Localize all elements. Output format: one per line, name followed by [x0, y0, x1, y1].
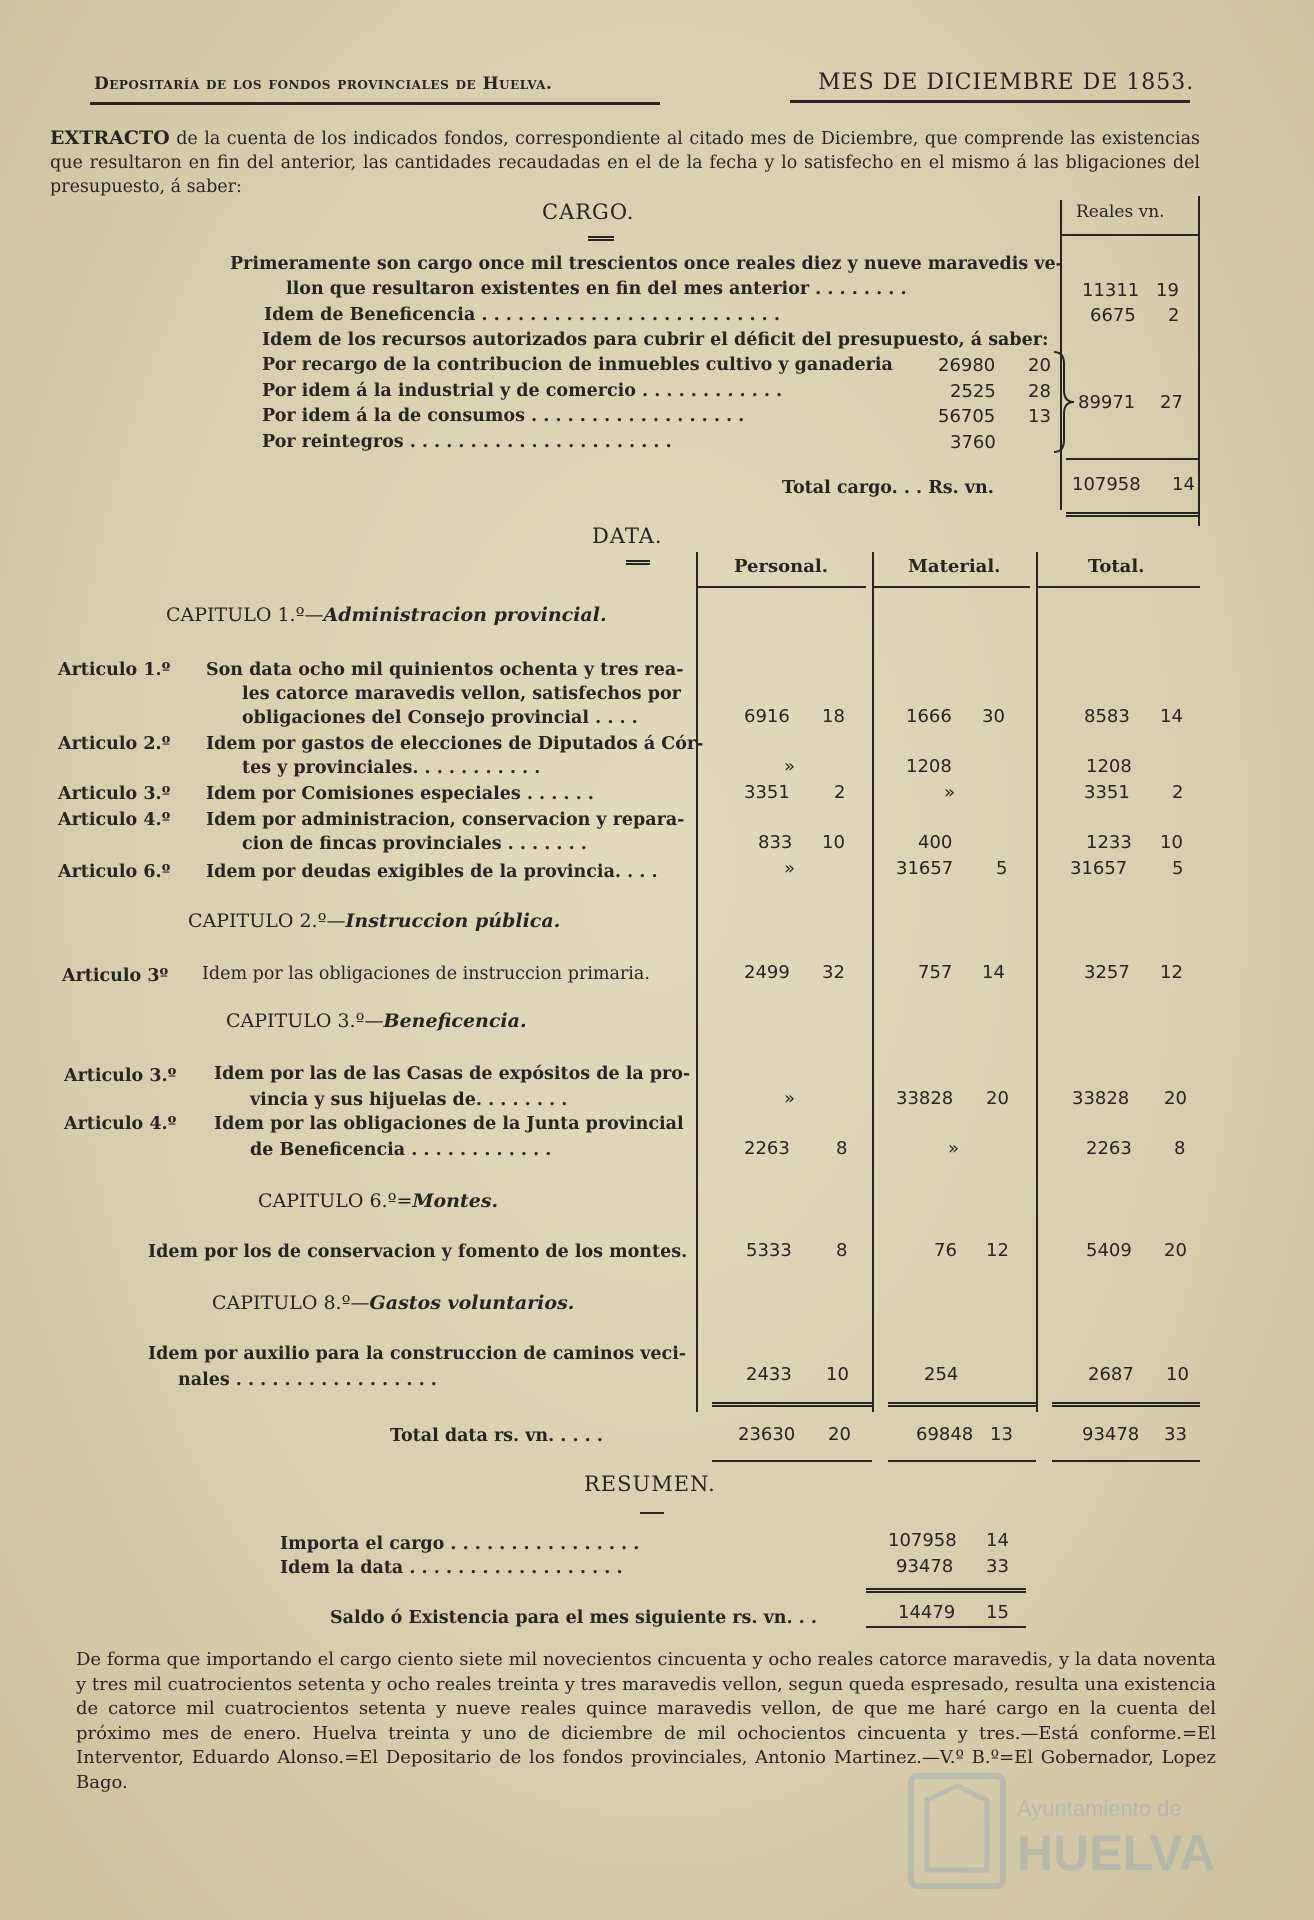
article-text: cion de fincas provinciales . . . . . . . — [242, 834, 587, 854]
cargo-col-right-rule — [1198, 196, 1200, 526]
data-col-total: Total. — [1088, 556, 1145, 577]
total-mrs: 10 — [1166, 1364, 1189, 1385]
personal-value: » — [784, 1088, 796, 1109]
data-total-rule — [1052, 1402, 1200, 1407]
material-mrs: 12 — [986, 1240, 1009, 1261]
total-personal: 23630 — [738, 1424, 796, 1445]
data-total-label: Total data rs. vn. . . . . — [390, 1426, 603, 1446]
article-text: Idem por deudas exigibles de la provincia. . . . — [206, 862, 658, 882]
material-value: 254 — [924, 1364, 959, 1385]
resumen-saldo-label: Saldo ó Existencia para el mes siguiente rs. vn. . . — [330, 1608, 817, 1628]
resumen-cargo-mrs: 14 — [986, 1530, 1009, 1551]
resumen-data-reales: 93478 — [896, 1556, 954, 1577]
personal-value: 2499 — [744, 962, 790, 983]
capitulo-6-heading — [258, 1190, 498, 1212]
data-col-header-rule — [874, 586, 1030, 588]
cargo-item-reales: 56705 — [938, 406, 996, 427]
data-title: DATA. — [592, 524, 663, 548]
capitulo-name: Montes. — [412, 1190, 499, 1212]
material-value: 757 — [918, 962, 953, 983]
material-value: » — [944, 782, 956, 803]
cargo-line1b: llon que resultaron existentes en fin del mes anterior . . . . . . . . — [286, 279, 907, 299]
total-value: 31657 — [1070, 858, 1128, 879]
data-col-rule — [696, 552, 698, 1412]
material-value: 1666 — [906, 706, 952, 727]
cargo-line1-mrs: 19 — [1156, 280, 1179, 301]
article-label: Articulo 4.º — [64, 1114, 177, 1134]
watermark-line2: HUELVA — [1017, 1825, 1216, 1881]
cargo-item-reales: 3760 — [950, 432, 996, 453]
watermark-line1: Ayuntamiento de — [1017, 1796, 1182, 1821]
personal-value: » — [784, 756, 796, 777]
data-total-rule-bottom — [888, 1460, 1036, 1462]
article-text: Idem por las obligaciones de la Junta provincial — [214, 1114, 684, 1134]
intro-paragraph — [50, 126, 1200, 199]
cargo-total-rule-top — [1066, 458, 1198, 460]
cargo-recursos-label: Idem de los recursos autorizados para cubrir el déficit del presupuesto, á saber: — [262, 330, 1049, 350]
article-text: Idem por las obligaciones de instruccion primaria. — [202, 964, 650, 984]
data-col-personal: Personal. — [734, 556, 828, 577]
data-total-rule-bottom — [1052, 1460, 1200, 1462]
data-col-rule — [1036, 552, 1038, 1412]
personal-mrs: 18 — [822, 706, 845, 727]
article-label: Articulo 1.º — [58, 660, 171, 680]
resumen-data-label: Idem la data . . . . . . . . . . . . . . . . . . — [280, 1558, 623, 1578]
cargo-item-label: Por recargo de la contribucion de inmuebles cultivo y ganaderia — [262, 355, 893, 375]
data-col-header-rule — [698, 586, 866, 588]
material-mrs: 30 — [982, 706, 1005, 727]
capitulo-head: CAPITULO 1.º— — [166, 604, 324, 626]
resumen-saldo-mrs: 15 — [986, 1602, 1009, 1623]
intro-text: de la cuenta de los indicados fondos, correspondiente al citado mes de Diciembre, que comprende las existencias que resultaron en fin del anterior, las cantidades recaudadas en el de la fecha y lo satisfecho en el mismo á las bligaciones del presupuesto, á saber: — [50, 129, 1200, 197]
cargo-group-total-reales: 89971 — [1078, 392, 1136, 413]
cargo-benef-mrs: 2 — [1168, 305, 1180, 326]
material-mrs: 14 — [982, 962, 1005, 983]
cargo-item-mrs: 13 — [1028, 406, 1051, 427]
total-mrs: 8 — [1174, 1138, 1186, 1159]
material-value: 76 — [934, 1240, 957, 1261]
total-mrs: 20 — [1164, 1240, 1187, 1261]
capitulo-name: Gastos voluntarios. — [369, 1292, 575, 1314]
total-value: 3351 — [1084, 782, 1130, 803]
resumen-data-mrs: 33 — [986, 1556, 1009, 1577]
article-label: Articulo 3º — [62, 966, 169, 986]
cargo-brace-icon — [1050, 350, 1080, 454]
data-total-rule — [888, 1402, 1036, 1407]
capitulo-head: CAPITULO 2.º— — [188, 910, 346, 932]
cargo-total-label: Total cargo. . . Rs. vn. — [782, 478, 994, 498]
capitulo-2-heading — [188, 910, 560, 932]
total-mrs: 2 — [1172, 782, 1184, 803]
cargo-item-label: Por reintegros . . . . . . . . . . . . . . . . . . . . . . — [262, 432, 672, 452]
total-mrs: 14 — [1160, 706, 1183, 727]
article-text: de Beneficencia . . . . . . . . . . . . — [250, 1140, 552, 1160]
material-value: 31657 — [896, 858, 954, 879]
data-total-rule-bottom — [712, 1460, 872, 1462]
data-col-material: Material. — [908, 556, 1001, 577]
cargo-title-rule — [588, 236, 614, 241]
header-rule-right — [790, 100, 1190, 103]
article-text: Idem por los de conservacion y fomento de los montes. — [148, 1242, 688, 1262]
resumen-title: RESUMEN. — [584, 1472, 716, 1496]
personal-value: 833 — [758, 832, 793, 853]
cargo-item-mrs: 20 — [1028, 355, 1051, 376]
total-material: 69848 — [916, 1424, 974, 1445]
article-text: Idem por gastos de elecciones de Diputados á Cór- — [206, 734, 704, 754]
total-mrs: 10 — [1160, 832, 1183, 853]
closing-paragraph: De forma que importando el cargo ciento siete mil novecientos cincuenta y ocho reales catorce maravedis, y la data noventa y tres mil cuatrocientos setenta y ocho reales treinta y tres maravedis vellon, segun queda espresado, resulta una existencia de catorce mil cuatrocientos setenta y nueve reales quince maravedis vellon, de que me haré cargo en la cuenta del próximo mes de enero. Huelva treinta y uno de diciembre de mil ochocientos cincuenta y tres.—Está conforme.=El Interventor, Eduardo Alonso.=El Depositario de los fondos provinciales, Antonio Martinez.—V.º B.º=El Gobernador, Lopez Bago. — [76, 1649, 1216, 1793]
cargo-line1-reales: 11311 — [1082, 280, 1140, 301]
article-label: Articulo 4.º — [58, 810, 171, 830]
total-mrs: 20 — [1164, 1088, 1187, 1109]
total-value: 3257 — [1084, 962, 1130, 983]
personal-value: 6916 — [744, 706, 790, 727]
resumen-saldo-rule-bottom — [866, 1626, 1026, 1628]
cargo-line1a: Primeramente son cargo once mil trescientos once reales diez y nueve maravedis ve- — [230, 254, 1063, 274]
article-label: Articulo 6.º — [58, 862, 171, 882]
total-mrs: 5 — [1172, 858, 1184, 879]
resumen-title-rule — [640, 1512, 664, 1514]
capitulo-name: Instruccion pública. — [345, 910, 561, 932]
material-value: 1208 — [906, 756, 952, 777]
cargo-total-reales: 107958 — [1072, 474, 1141, 495]
personal-value: 2263 — [744, 1138, 790, 1159]
cargo-group-total-mrs: 27 — [1160, 392, 1183, 413]
personal-mrs: 10 — [826, 1364, 849, 1385]
cargo-total-mrs: 14 — [1172, 474, 1195, 495]
article-text: Idem por las de las Casas de expósitos de la pro- — [214, 1064, 691, 1084]
cargo-col-header-rule — [1062, 234, 1198, 236]
article-label: Articulo 2.º — [58, 734, 171, 754]
cargo-benef-label: Idem de Beneficencia . . . . . . . . . . . . . . . . . . . . . . . . . — [264, 305, 780, 325]
article-text: vincia y sus hijuelas de. . . . . . . . — [250, 1090, 568, 1110]
personal-value: 5333 — [746, 1240, 792, 1261]
total-value: 1208 — [1086, 756, 1132, 777]
capitulo-8-heading — [212, 1292, 574, 1314]
material-value: 400 — [918, 832, 953, 853]
capitulo-head: CAPITULO 8.º— — [212, 1292, 370, 1314]
total-value: 2687 — [1088, 1364, 1134, 1385]
resumen-cargo-label: Importa el cargo . . . . . . . . . . . . . . . . — [280, 1534, 640, 1554]
resumen-cargo-reales: 107958 — [888, 1530, 957, 1551]
cargo-item-reales: 26980 — [938, 355, 996, 376]
article-text: Idem por Comisiones especiales . . . . . . — [206, 784, 594, 804]
material-mrs: 20 — [986, 1088, 1009, 1109]
personal-value: » — [784, 858, 796, 879]
capitulo-1-heading — [166, 604, 607, 626]
total-material-mrs: 13 — [990, 1424, 1013, 1445]
total-value: 1233 — [1086, 832, 1132, 853]
total-total-mrs: 33 — [1164, 1424, 1187, 1445]
data-title-rule — [626, 560, 650, 565]
personal-mrs: 2 — [834, 782, 846, 803]
article-text: Idem por administracion, conservacion y repara- — [206, 810, 685, 830]
material-value: 33828 — [896, 1088, 954, 1109]
personal-mrs: 8 — [836, 1240, 848, 1261]
article-text: les catorce maravedis vellon, satisfechos por — [242, 684, 681, 704]
article-text: tes y provinciales. . . . . . . . . . . — [242, 758, 541, 778]
cargo-item-label: Por idem á la industrial y de comercio . . . . . . . . . . . . — [262, 381, 783, 401]
cargo-total-rule-bottom — [1066, 512, 1198, 517]
personal-mrs: 8 — [836, 1138, 848, 1159]
personal-mrs: 10 — [822, 832, 845, 853]
personal-value: 3351 — [744, 782, 790, 803]
ayuntamiento-watermark-logo — [905, 1770, 1235, 1890]
cargo-title: CARGO. — [542, 200, 635, 224]
header-rule-left — [90, 102, 660, 105]
total-value: 33828 — [1072, 1088, 1130, 1109]
resumen-saldo-reales: 14479 — [898, 1602, 956, 1623]
personal-mrs: 32 — [822, 962, 845, 983]
capitulo-name: Beneficencia. — [383, 1010, 527, 1032]
article-label: Articulo 3.º — [64, 1066, 177, 1086]
article-label: Articulo 3.º — [58, 784, 171, 804]
cargo-item-label: Por idem á la de consumos . . . . . . . . . . . . . . . . . . — [262, 406, 745, 426]
header-right-title: MES DE DICIEMBRE DE 1853. — [818, 70, 1195, 95]
resumen-saldo-rule — [866, 1588, 1026, 1593]
total-value: 5409 — [1086, 1240, 1132, 1261]
capitulo-head: CAPITULO 3.º— — [226, 1010, 384, 1032]
cargo-benef-reales: 6675 — [1090, 305, 1136, 326]
intro-lead: EXTRACTO — [50, 127, 170, 149]
data-col-header-rule — [1038, 586, 1200, 588]
material-value: » — [948, 1138, 960, 1159]
data-total-rule — [712, 1402, 872, 1407]
personal-value: 2433 — [746, 1364, 792, 1385]
cargo-item-reales: 2525 — [950, 381, 996, 402]
article-text: nales . . . . . . . . . . . . . . . . . — [178, 1370, 437, 1390]
total-mrs: 12 — [1160, 962, 1183, 983]
capitulo-head: CAPITULO 6.º= — [258, 1190, 413, 1212]
cargo-col-header: Reales vn. — [1076, 202, 1165, 222]
cargo-item-mrs: 28 — [1028, 381, 1051, 402]
total-personal-mrs: 20 — [828, 1424, 851, 1445]
article-text: obligaciones del Consejo provincial . . . . — [242, 708, 638, 728]
data-col-rule — [872, 552, 874, 1412]
header-left-title: Depositaría de los fondos provinciales de Huelva. — [94, 74, 553, 94]
article-text: Idem por auxilio para la construccion de caminos veci- — [148, 1344, 687, 1364]
total-value: 8583 — [1084, 706, 1130, 727]
capitulo-3-heading — [226, 1010, 527, 1032]
total-total: 93478 — [1082, 1424, 1140, 1445]
total-value: 2263 — [1086, 1138, 1132, 1159]
material-mrs: 5 — [996, 858, 1008, 879]
capitulo-name: Administracion provincial. — [323, 604, 607, 626]
article-text: Son data ocho mil quinientos ochenta y tres rea- — [206, 660, 684, 680]
